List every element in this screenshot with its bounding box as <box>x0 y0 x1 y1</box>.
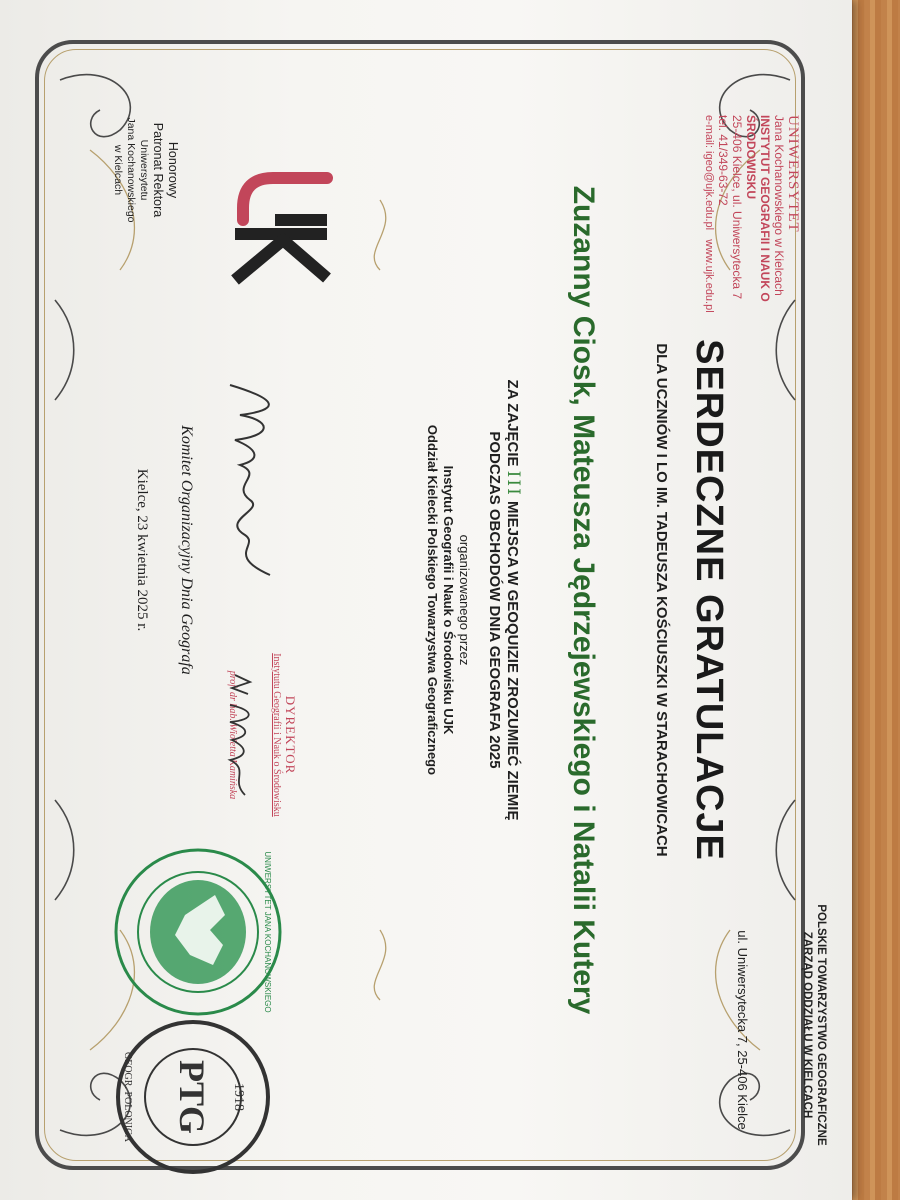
svg-text:1918: 1918 <box>231 1083 246 1111</box>
award-line2: PODCZAS OBCHODÓW DNIA GEOGRAFA 2025 <box>486 431 503 769</box>
organizers-line2: Instytut Geografii i Nauk o Środowisku UJK <box>441 465 456 735</box>
ptg-seal <box>110 1015 275 1180</box>
patron-line5: w Kielcach <box>112 144 124 196</box>
recipients-names: Zuzanny Ciosk, Mateusza Jędrzejewskiego i Natalii Kutery <box>567 185 600 1015</box>
ptg-header: POLSKIE TOWARZYSTWO GEOGRAFICZNE ZARZĄD ODDZIAŁU W KIELCACH <box>801 904 827 1146</box>
svg-text:GEOGR. POLONICA: GEOGR. POLONICA <box>122 1052 133 1142</box>
institute-address: 25-406 Kielce, ul. Uniwersytecka 7 <box>730 115 744 300</box>
dedication-line: DLA UCZNIÓW I LO IM. TADEUSZA KOŚCIUSZKI W STARACHOWICACH <box>653 343 670 857</box>
university-full-name: Jana Kochanowskiego w Kielcach <box>772 115 786 296</box>
patron-line3: Uniwersytetu <box>138 139 150 201</box>
award-place: III <box>503 470 523 497</box>
certificate-title: SERDECZNE GRATULACJE <box>688 339 730 861</box>
svg-text:UNIWERSYTET JANA KOCHANOWSKIEG: UNIWERSYTET JANA KOCHANOWSKIEGO <box>263 851 272 1013</box>
award-prefix: ZA ZAJĘCIE <box>504 379 521 467</box>
committee-signature <box>210 380 290 580</box>
director-institute: Instytutu Geografii i Nauk o Środowisku <box>271 653 282 817</box>
organizers-line3: Oddział Kielecki Polskiego Towarzystwa Geograficznego <box>425 424 440 776</box>
patron-line4: Jana Kochanowskiego <box>125 117 137 223</box>
director-name: prof. dr hab. Wioletta Kamińska <box>227 670 238 800</box>
ptg-address: ul. Uniwersytecka 7, 25-406 Kielce <box>735 930 750 1130</box>
award-text <box>485 0 522 1200</box>
institute-name: INSTYTUT GEOGRAFII I NAUK O ŚRODOWISKU <box>744 115 772 302</box>
svg-text:PTG: PTG <box>172 1059 212 1135</box>
organizers-line1: organizowanego przez <box>457 534 472 666</box>
issue-date: Kielce, 23 kwietnia 2025 r. <box>134 468 150 632</box>
patron-line1: Honorowy <box>166 141 180 199</box>
organizing-committee: Komitet Organizacyjny Dnia Geografa <box>178 425 195 675</box>
ujk-logo <box>225 168 335 288</box>
director-title: DYREKTOR <box>283 695 298 775</box>
patron-line2: Patronat Rektora <box>151 122 165 218</box>
rector-patronage <box>111 105 180 235</box>
award-suffix: MIEJSCA W GEOQUIZIE ZROZUMIEĆ ZIEMIĘ <box>504 501 521 821</box>
institute-phone: tel. 41/349-63-72 <box>716 115 730 206</box>
university-name: UNIWERSYTET <box>785 115 801 233</box>
university-seal <box>110 845 285 1020</box>
organizers <box>424 0 472 1200</box>
institute-email: e-mail: igeo@ujk.edu.pl <box>703 115 715 231</box>
director-signature <box>220 670 260 800</box>
institute-web: www.ujk.edu.pl <box>703 239 715 313</box>
